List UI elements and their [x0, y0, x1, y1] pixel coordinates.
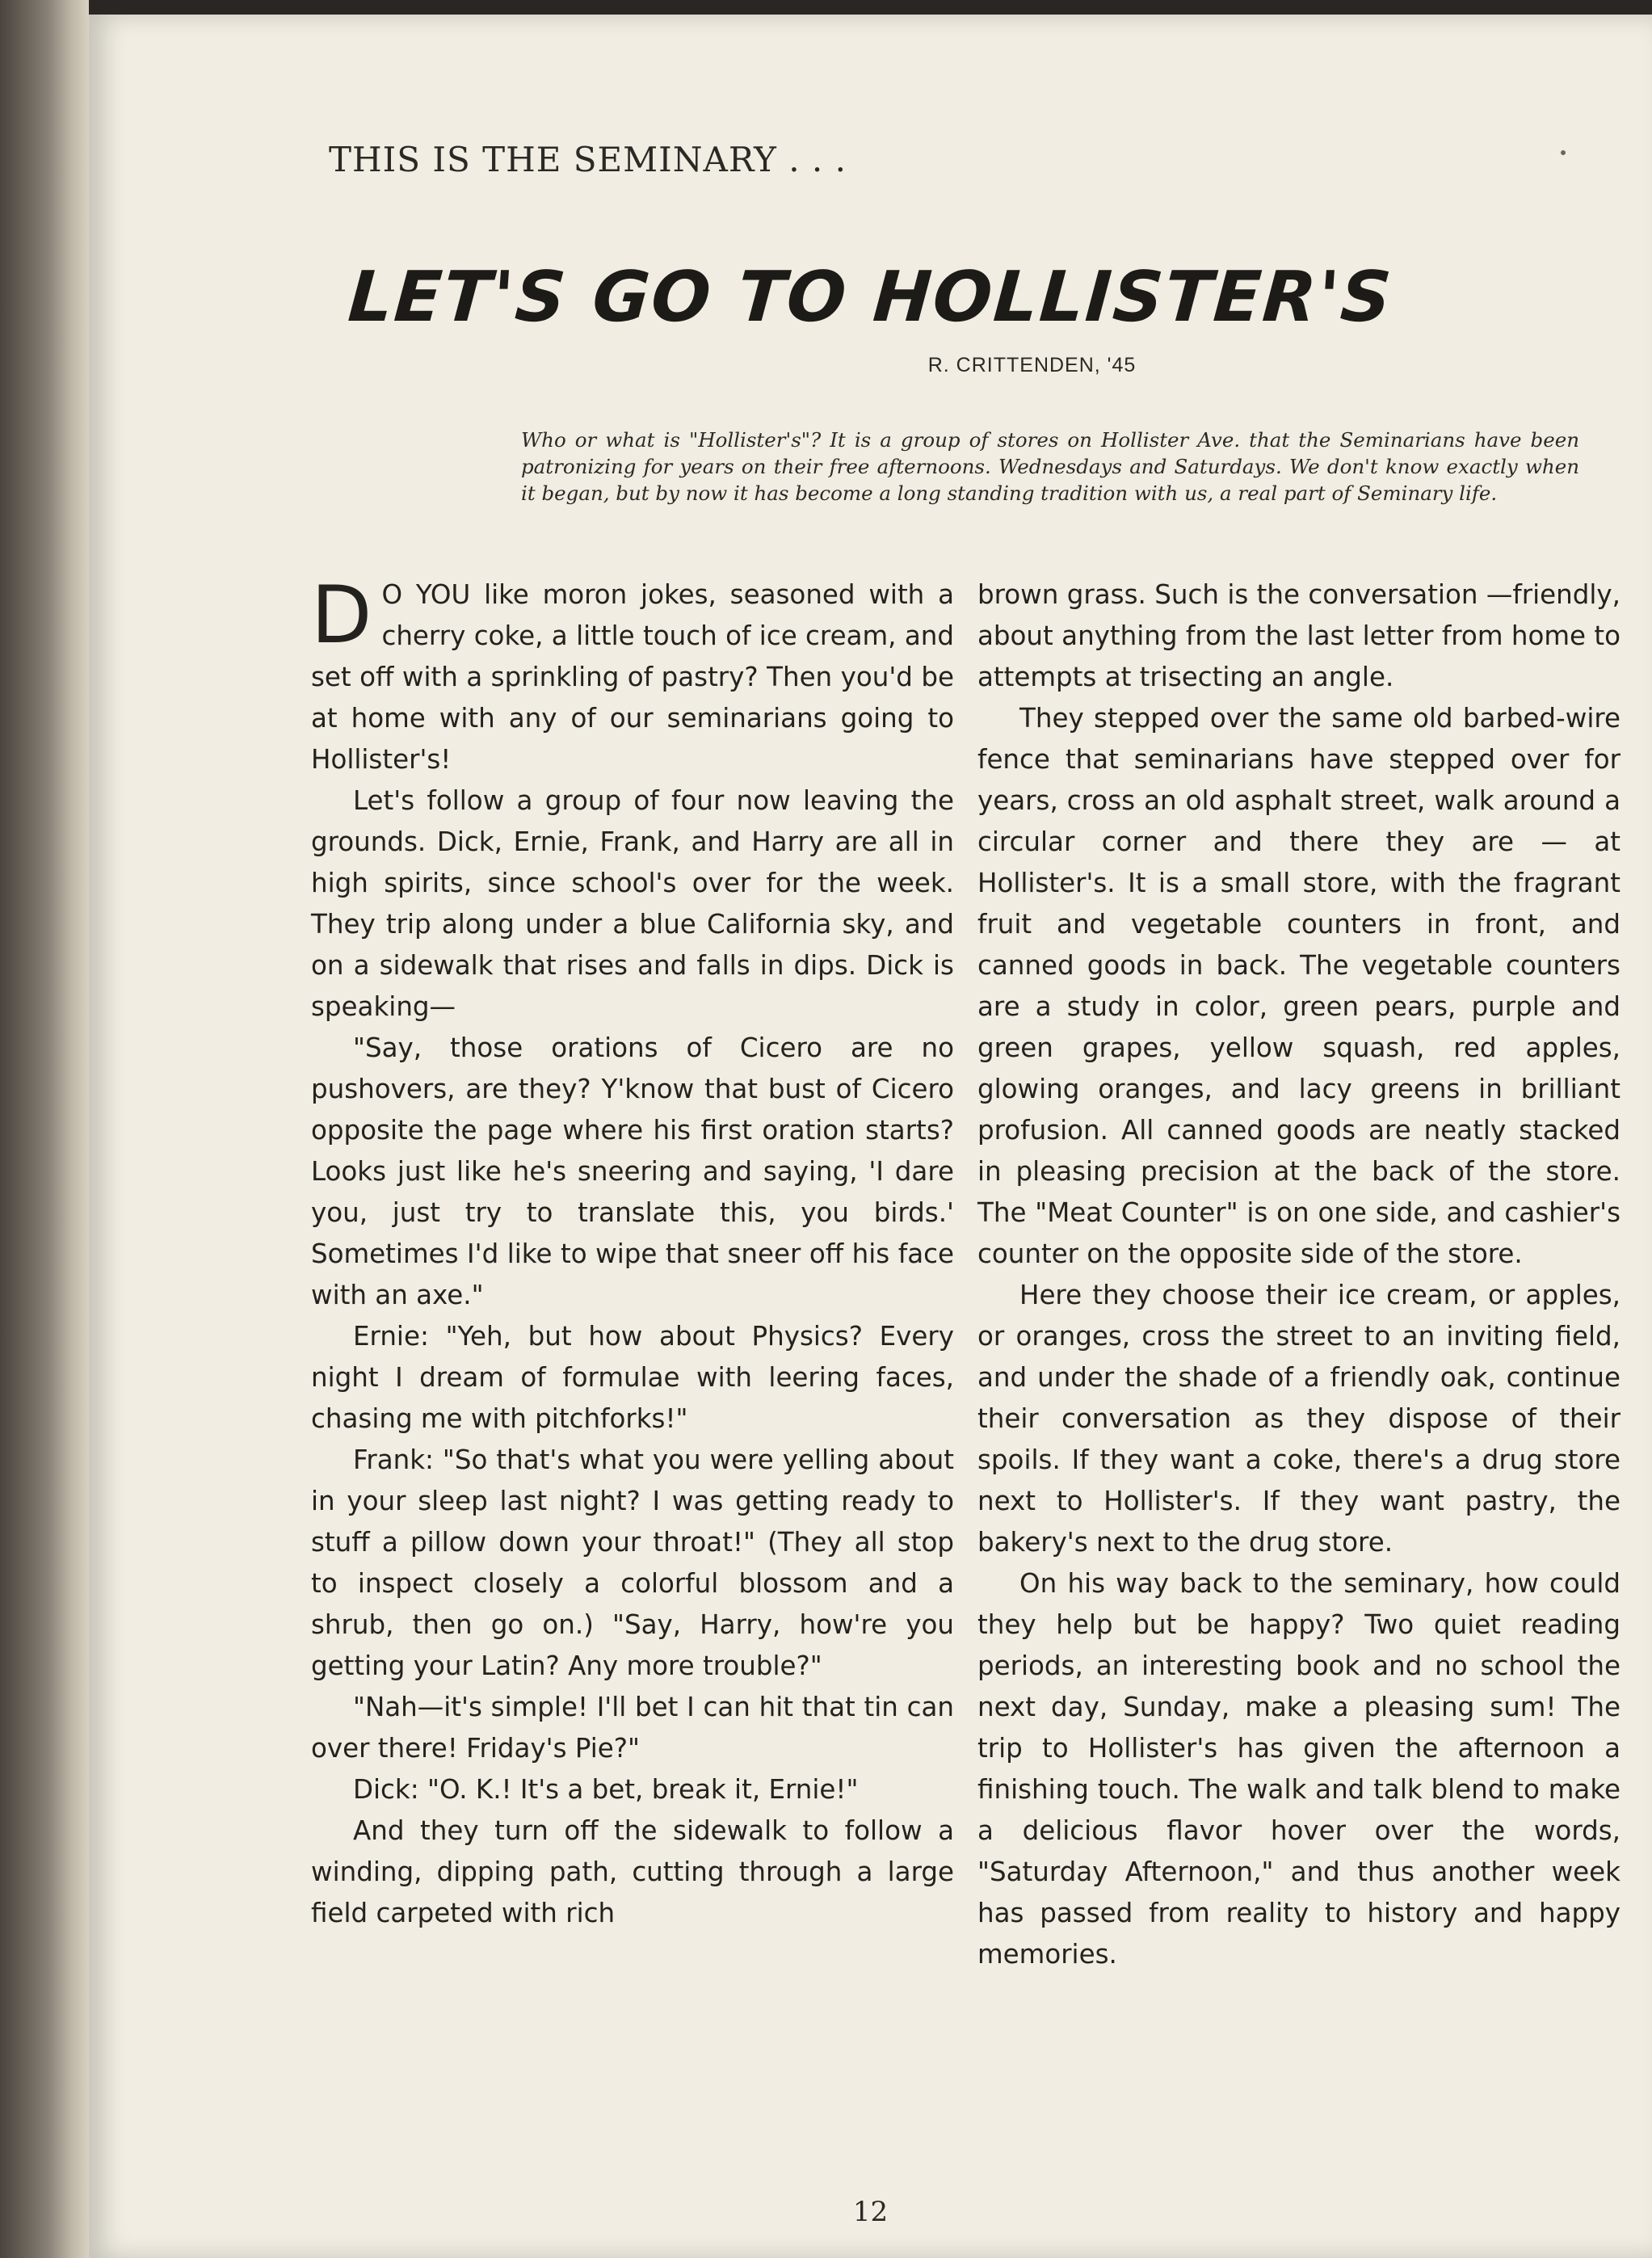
paragraph: "Nah—it's simple! I'll bet I can hit that tin can over there! Friday's Pie?" [311, 1692, 954, 1764]
paragraph: They stepped over the same old barbed-wire fence that seminarians have stepped over for years, cross an old asphalt street, walk around a circular corner and there they are — at Hollister's. It is a small store, with the fragrant fruit and vegetable counters in front, and canned goods in back. The vegetable counters are a study in color, green pears, purple and green grapes, yellow squash, red apples, glowing oranges, and lacy greens in brilliant profusion. All canned goods are neatly stacked in pleasing precision at the back of the store. The "Meat Counter" is on one side, and cashier's counter on the opposite side of the store. [977, 703, 1620, 1269]
paragraph: D O YOU like moron jokes, seasoned with a cherry coke, a little touch of ice cream, and set off with a sprinkling of pastry? Then you'd be at home with any of our seminarians going to Hollister's! [311, 570, 954, 775]
magazine-page [89, 15, 1652, 2258]
drop-cap: D [311, 570, 372, 662]
paragraph: "Say, those orations of Cicero are no pushovers, are they? Y'know that bust of Cicero opposite the page where his first oration starts? Looks just like he's sneering and saying, 'I dare you, just try to translate this, you birds.' Sometimes I'd like to wipe that sneer off his face with an axe." [311, 1032, 954, 1310]
article-intro: Who or what is "Hollister's"? It is a group of stores on Hollister Ave. that the Seminarians have been patronizing for years on their free afternoons. Wednesdays and Saturdays. We don't know exactly when it began, but by now it has become a long standing tradition with us, a real part of Seminary life. [521, 428, 1579, 505]
paragraph: Here they choose their ice cream, or apples, or oranges, cross the street to an inviting field, and under the shade of a friendly oak, continue their conversation as they dispose of their spoils. If they want a coke, there's a drug store next to Hollister's. If they want pastry, the bakery's next to the drug store. [977, 1280, 1620, 1558]
article-title: LET'S GO TO HOLLISTER'S [345, 257, 1396, 338]
book-binding [0, 0, 89, 2258]
section-header: THIS IS THE SEMINARY . . . [329, 140, 847, 179]
page-number: 12 [852, 2196, 889, 2228]
article-byline: R. CRITTENDEN, '45 [927, 354, 1137, 376]
paragraph: And they turn off the sidewalk to follow a winding, dipping path, cutting through a large field carpeted with rich [311, 1815, 954, 1928]
left-column [311, 570, 954, 1934]
paragraph: On his way back to the seminary, how could they help but be happy? Two quiet reading periods, an interesting book and no school the next day, Sunday, make a pleasing sum! The trip to Hollister's has given the afternoon a finishing touch. The walk and talk blend to make a delicious flavor hover over the words, "Saturday Afternoon," and thus another week has passed from reality to history and happy memories. [977, 1568, 1620, 1970]
right-column [977, 574, 1620, 1975]
paragraph: Ernie: "Yeh, but how about Physics? Every night I dream of formulae with leering faces, chasing me with pitchforks!" [311, 1321, 954, 1434]
paragraph: brown grass. Such is the conversation —friendly, about anything from the last letter from home to attempts at trisecting an angle. [977, 579, 1620, 692]
paragraph: Dick: "O. K.! It's a bet, break it, Ernie!" [353, 1774, 859, 1805]
paragraph: Let's follow a group of four now leaving the grounds. Dick, Ernie, Frank, and Harry are all in high spirits, since school's over for the week. They trip along under a blue California sky, and on a sidewalk that rises and falls in dips. Dick is speaking— [311, 785, 954, 1022]
paragraph: Frank: "So that's what you were yelling about in your sleep last night? I was getting ready to stuff a pillow down your throat!" (They all stop to inspect closely a colorful blossom and a shrub, then go on.) "Say, Harry, how're you getting your Latin? Any more trouble?" [311, 1444, 954, 1681]
page-speck [1561, 150, 1566, 155]
